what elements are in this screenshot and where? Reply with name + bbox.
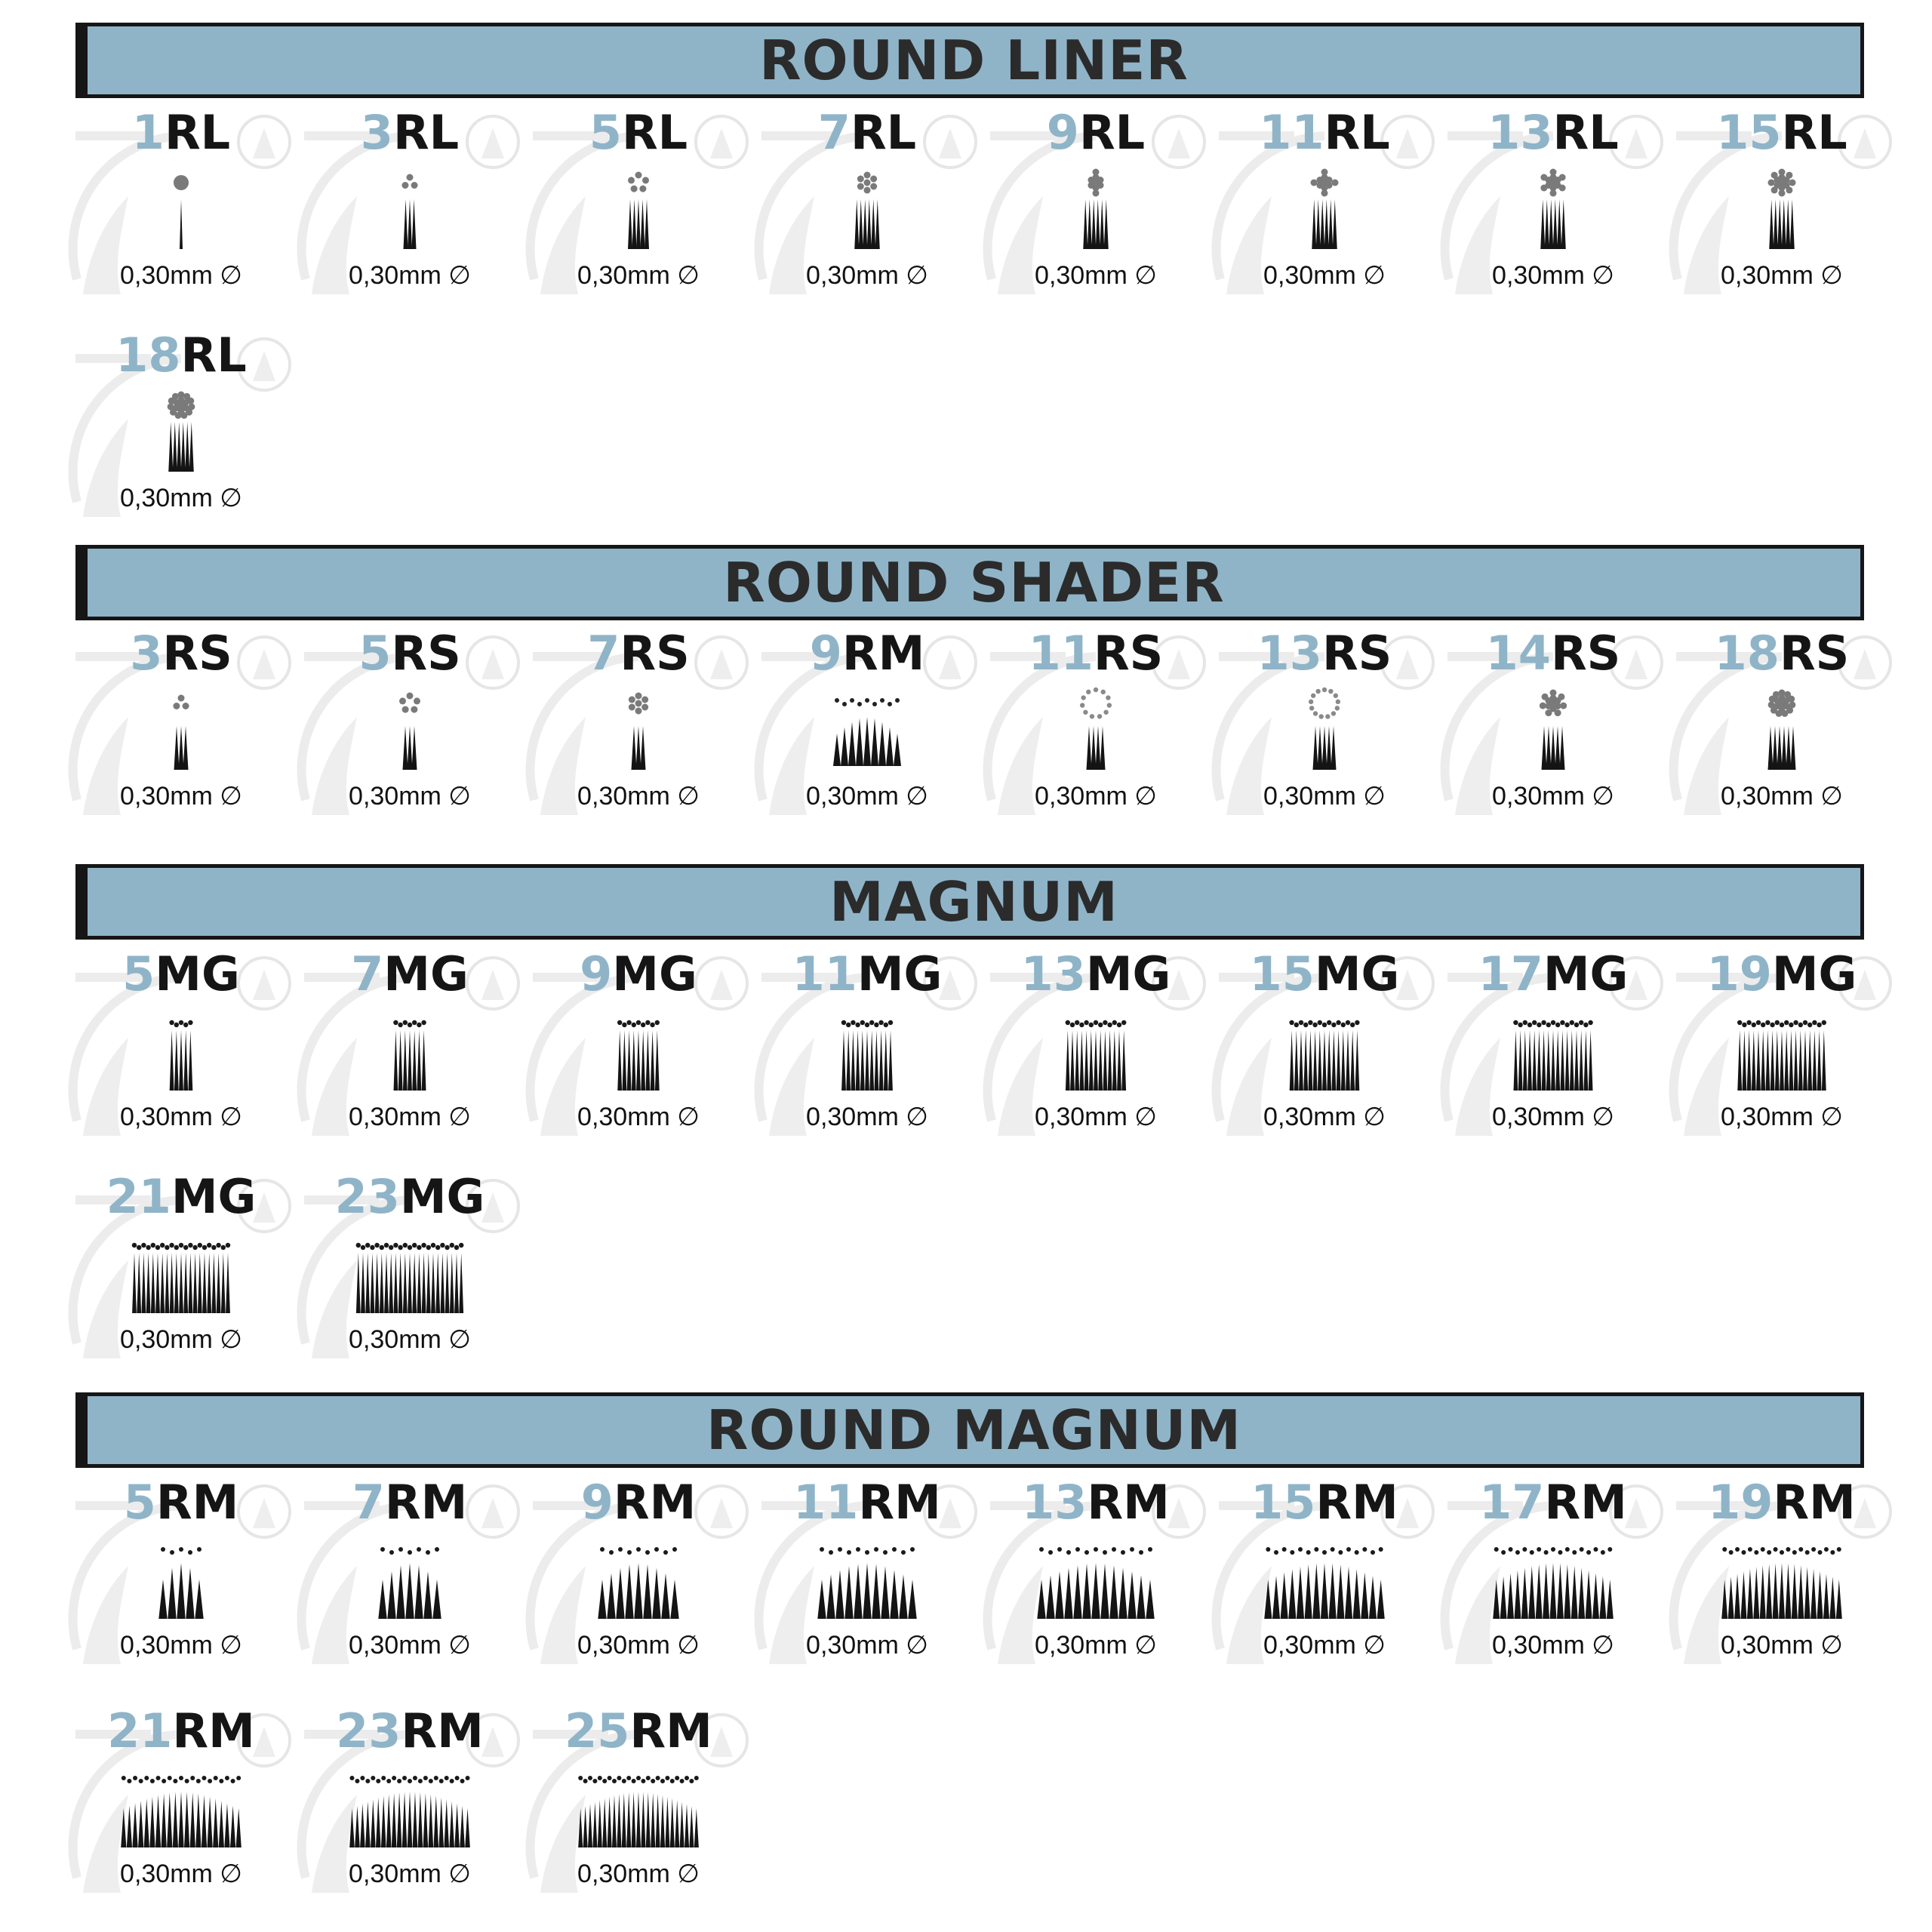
needle-grouping-icon <box>106 1008 257 1098</box>
needle-card <box>1440 947 1666 1162</box>
needle-type: RM <box>841 626 925 681</box>
needle-type: RL <box>621 106 688 160</box>
needle-type: RL <box>1552 106 1619 160</box>
needle-grouping-icon <box>1020 166 1171 257</box>
needle-diameter: 0,30mm ∅ <box>1263 261 1386 290</box>
needle-count: 15 <box>1716 106 1782 160</box>
section-header <box>75 545 1864 620</box>
needle-grouping-icon <box>1706 1008 1857 1098</box>
needle-code <box>68 626 294 681</box>
needle-type: RM <box>1544 1475 1627 1530</box>
needle-grouping-icon <box>106 687 257 777</box>
needle-code <box>1211 1475 1438 1530</box>
needle-grouping-icon <box>106 166 257 257</box>
needle-count: 18 <box>115 328 181 383</box>
needle-code <box>1211 947 1438 1001</box>
needle-code <box>525 626 752 681</box>
needle-code <box>983 106 1209 160</box>
needle-type: RS <box>1550 626 1621 681</box>
needle-card <box>754 106 980 321</box>
needle-diameter: 0,30mm ∅ <box>1721 1631 1843 1660</box>
needle-type: MG <box>1085 947 1171 1001</box>
needle-code <box>525 1475 752 1530</box>
needle-diameter: 0,30mm ∅ <box>120 1860 242 1888</box>
section-title: ROUND LINER <box>759 29 1189 92</box>
needle-type: RL <box>850 106 917 160</box>
needle-card <box>1211 1475 1438 1690</box>
needle-card <box>525 626 752 841</box>
section-title: MAGNUM <box>829 870 1118 934</box>
needle-code <box>525 1704 752 1758</box>
needle-count: 18 <box>1714 626 1780 681</box>
needle-count: 23 <box>336 1704 401 1758</box>
needle-grouping-icon <box>1706 166 1857 257</box>
needle-type: RL <box>1324 106 1390 160</box>
needle-grouping-icon <box>563 1764 714 1855</box>
needle-grouping-icon <box>563 1536 714 1626</box>
section-header <box>75 23 1864 98</box>
needle-code <box>68 328 294 383</box>
needle-count: 15 <box>1249 947 1315 1001</box>
needle-type: RM <box>1087 1475 1170 1530</box>
needle-card <box>754 947 980 1162</box>
needle-grouping-icon <box>1249 166 1400 257</box>
needle-diameter: 0,30mm ∅ <box>1721 261 1843 290</box>
needle-code <box>1211 626 1438 681</box>
needle-diameter: 0,30mm ∅ <box>1035 1631 1157 1660</box>
needle-count: 1 <box>131 106 165 160</box>
needle-code <box>983 1475 1209 1530</box>
needle-diameter: 0,30mm ∅ <box>806 782 928 811</box>
needle-type: RM <box>1773 1475 1856 1530</box>
needle-code <box>68 106 294 160</box>
needle-card <box>297 1704 523 1919</box>
needle-code <box>754 626 980 681</box>
needle-count: 5 <box>589 106 622 160</box>
needle-code <box>297 947 523 1001</box>
needle-card <box>525 106 752 321</box>
needle-type: MG <box>171 1170 257 1224</box>
needle-code <box>1440 1475 1666 1530</box>
needle-type: RL <box>180 328 247 383</box>
needle-code <box>754 1475 980 1530</box>
needle-card <box>525 947 752 1162</box>
needle-diameter: 0,30mm ∅ <box>806 1103 928 1131</box>
needle-type: RS <box>1093 626 1164 681</box>
needle-code <box>297 1704 523 1758</box>
needle-count: 11 <box>793 1475 859 1530</box>
needle-code <box>68 947 294 1001</box>
needle-type: MG <box>155 947 240 1001</box>
needle-count: 9 <box>809 626 842 681</box>
needle-card <box>68 328 294 543</box>
needle-card <box>297 106 523 321</box>
needle-type: RM <box>1315 1475 1398 1530</box>
needle-count: 11 <box>1259 106 1324 160</box>
needle-diameter: 0,30mm ∅ <box>1721 1103 1843 1131</box>
needle-diameter: 0,30mm ∅ <box>806 1631 928 1660</box>
needle-diameter: 0,30mm ∅ <box>1263 782 1386 811</box>
needle-count: 11 <box>1028 626 1094 681</box>
needle-type: MG <box>383 947 469 1001</box>
needle-grouping-icon <box>106 1536 257 1626</box>
needle-grouping-icon <box>334 1008 485 1098</box>
needle-card <box>983 106 1209 321</box>
needle-card <box>68 1170 294 1385</box>
needle-code <box>525 947 752 1001</box>
needle-diameter: 0,30mm ∅ <box>120 261 242 290</box>
needle-card <box>525 1704 752 1919</box>
needle-card <box>1211 626 1438 841</box>
needle-diameter: 0,30mm ∅ <box>577 1631 700 1660</box>
needle-diameter: 0,30mm ∅ <box>1721 782 1843 811</box>
section-header <box>75 1392 1864 1468</box>
needle-code <box>1440 106 1666 160</box>
needle-count: 21 <box>107 1704 173 1758</box>
needle-type: MG <box>399 1170 485 1224</box>
needle-diameter: 0,30mm ∅ <box>120 1103 242 1131</box>
needle-type: MG <box>1314 947 1400 1001</box>
needle-grouping-icon <box>334 1764 485 1855</box>
needle-grouping-icon <box>106 1230 257 1321</box>
needle-grouping-icon <box>563 1008 714 1098</box>
needle-card <box>754 1475 980 1690</box>
needle-code <box>297 106 523 160</box>
needle-diameter: 0,30mm ∅ <box>349 1631 471 1660</box>
needle-grouping-icon <box>1020 1536 1171 1626</box>
needle-type: RL <box>1078 106 1146 160</box>
needle-card <box>1669 626 1895 841</box>
needle-card <box>68 1475 294 1690</box>
needle-grouping-icon <box>792 1536 943 1626</box>
needle-diameter: 0,30mm ∅ <box>1035 1103 1157 1131</box>
needle-card <box>68 626 294 841</box>
needle-diameter: 0,30mm ∅ <box>349 1860 471 1888</box>
needle-type: MG <box>612 947 697 1001</box>
needle-code <box>68 1475 294 1530</box>
needle-grouping-icon <box>563 687 714 777</box>
needle-code <box>297 626 523 681</box>
needle-card <box>754 626 980 841</box>
needle-card <box>68 1704 294 1919</box>
needle-code <box>1669 947 1895 1001</box>
needle-count: 19 <box>1706 947 1772 1001</box>
needle-card <box>525 1475 752 1690</box>
needle-count: 5 <box>123 1475 156 1530</box>
needle-card <box>1669 1475 1895 1690</box>
needle-grouping-icon <box>334 166 485 257</box>
needle-grouping-icon <box>1249 687 1400 777</box>
needle-type: RS <box>162 626 232 681</box>
needle-diameter: 0,30mm ∅ <box>349 1325 471 1354</box>
needle-card <box>297 947 523 1162</box>
needle-type: RS <box>1779 626 1850 681</box>
needle-count: 3 <box>360 106 393 160</box>
needle-grouping-icon <box>792 1008 943 1098</box>
needle-card <box>297 1475 523 1690</box>
needle-type: RL <box>164 106 231 160</box>
needle-card <box>983 947 1209 1162</box>
needle-type: RS <box>391 626 461 681</box>
needle-grouping-icon <box>563 166 714 257</box>
needle-diameter: 0,30mm ∅ <box>577 261 700 290</box>
needle-code <box>1669 1475 1895 1530</box>
needle-count: 13 <box>1022 1475 1088 1530</box>
needle-diameter: 0,30mm ∅ <box>1492 1631 1614 1660</box>
needle-card <box>1669 106 1895 321</box>
needle-diameter: 0,30mm ∅ <box>120 782 242 811</box>
needle-diameter: 0,30mm ∅ <box>1492 1103 1614 1131</box>
needle-code <box>1669 626 1895 681</box>
needle-card <box>1440 106 1666 321</box>
needle-code <box>68 1170 294 1224</box>
needle-card <box>1440 1475 1666 1690</box>
needle-count: 15 <box>1251 1475 1316 1530</box>
needle-grouping-icon <box>1478 1008 1629 1098</box>
needle-diameter: 0,30mm ∅ <box>349 782 471 811</box>
needle-type: RM <box>613 1475 697 1530</box>
needle-diameter: 0,30mm ∅ <box>577 1860 700 1888</box>
needle-grouping-icon <box>1478 166 1629 257</box>
needle-code <box>1669 106 1895 160</box>
needle-grouping-icon <box>334 687 485 777</box>
needle-code <box>754 106 980 160</box>
needle-type: MG <box>1543 947 1629 1001</box>
needle-grouping-icon <box>1706 687 1857 777</box>
needle-card <box>297 1170 523 1385</box>
needle-diameter: 0,30mm ∅ <box>577 1103 700 1131</box>
needle-type: RM <box>155 1475 239 1530</box>
needle-grouping-icon <box>792 166 943 257</box>
needle-card <box>68 947 294 1162</box>
needle-grouping-icon <box>1706 1536 1857 1626</box>
needle-type: RM <box>629 1704 712 1758</box>
needle-card <box>1669 947 1895 1162</box>
needle-code <box>297 1170 523 1224</box>
needle-type: RM <box>172 1704 255 1758</box>
needle-count: 13 <box>1020 947 1086 1001</box>
needle-diameter: 0,30mm ∅ <box>349 261 471 290</box>
needle-count: 3 <box>130 626 163 681</box>
needle-diameter: 0,30mm ∅ <box>1263 1631 1386 1660</box>
needle-type: RL <box>1781 106 1847 160</box>
needle-card <box>68 106 294 321</box>
needle-type: RS <box>620 626 690 681</box>
needle-count: 13 <box>1257 626 1322 681</box>
needle-count: 13 <box>1487 106 1553 160</box>
needle-grouping-icon <box>106 1764 257 1855</box>
section-header <box>75 864 1864 940</box>
needle-count: 7 <box>351 947 384 1001</box>
needle-code <box>1440 626 1666 681</box>
needle-card <box>1440 626 1666 841</box>
needle-grouping-icon <box>334 1536 485 1626</box>
needle-diameter: 0,30mm ∅ <box>120 1631 242 1660</box>
needle-card <box>297 626 523 841</box>
needle-grouping-icon <box>334 1230 485 1321</box>
needle-type: RS <box>1321 626 1392 681</box>
needle-diameter: 0,30mm ∅ <box>806 261 928 290</box>
needle-type: RL <box>392 106 460 160</box>
needle-count: 21 <box>106 1170 171 1224</box>
needle-diameter: 0,30mm ∅ <box>349 1103 471 1131</box>
needle-count: 25 <box>565 1704 630 1758</box>
needle-grouping-icon <box>1478 687 1629 777</box>
needle-card <box>1211 106 1438 321</box>
needle-count: 23 <box>334 1170 400 1224</box>
needle-grouping-icon <box>1249 1008 1400 1098</box>
needle-code <box>983 626 1209 681</box>
needle-count: 5 <box>358 626 392 681</box>
needle-code <box>68 1704 294 1758</box>
needle-diameter: 0,30mm ∅ <box>1035 261 1157 290</box>
needle-diameter: 0,30mm ∅ <box>1035 782 1157 811</box>
needle-type: MG <box>857 947 943 1001</box>
needle-diameter: 0,30mm ∅ <box>120 1325 242 1354</box>
needle-count: 11 <box>792 947 857 1001</box>
needle-diameter: 0,30mm ∅ <box>577 782 700 811</box>
needle-type: RM <box>384 1475 468 1530</box>
section-title: ROUND SHADER <box>723 551 1225 614</box>
needle-code <box>1440 947 1666 1001</box>
needle-grouping-icon <box>1249 1536 1400 1626</box>
needle-card <box>983 1475 1209 1690</box>
needle-type: MG <box>1771 947 1857 1001</box>
needle-code <box>525 106 752 160</box>
needle-diameter: 0,30mm ∅ <box>1263 1103 1386 1131</box>
needle-count: 7 <box>352 1475 385 1530</box>
needle-code <box>754 947 980 1001</box>
needle-count: 19 <box>1708 1475 1774 1530</box>
needle-count: 9 <box>1046 106 1079 160</box>
needle-card <box>983 626 1209 841</box>
needle-count: 9 <box>580 947 613 1001</box>
needle-count: 7 <box>587 626 620 681</box>
needle-count: 7 <box>817 106 851 160</box>
needle-code <box>983 947 1209 1001</box>
needle-type: RM <box>858 1475 941 1530</box>
needle-grouping-icon <box>106 389 257 479</box>
needle-count: 14 <box>1485 626 1551 681</box>
needle-count: 9 <box>580 1475 614 1530</box>
needle-card <box>1211 947 1438 1162</box>
needle-grouping-icon <box>1020 1008 1171 1098</box>
needle-count: 17 <box>1478 947 1543 1001</box>
needle-diameter: 0,30mm ∅ <box>1492 261 1614 290</box>
needle-count: 17 <box>1479 1475 1545 1530</box>
needle-grouping-icon <box>1478 1536 1629 1626</box>
section-title: ROUND MAGNUM <box>706 1398 1242 1462</box>
needle-code <box>297 1475 523 1530</box>
needle-diameter: 0,30mm ∅ <box>120 484 242 512</box>
needle-code <box>1211 106 1438 160</box>
needle-type: RM <box>401 1704 484 1758</box>
needle-diameter: 0,30mm ∅ <box>1492 782 1614 811</box>
needle-grouping-icon <box>792 687 943 777</box>
needle-count: 5 <box>122 947 155 1001</box>
needle-grouping-icon <box>1020 687 1171 777</box>
